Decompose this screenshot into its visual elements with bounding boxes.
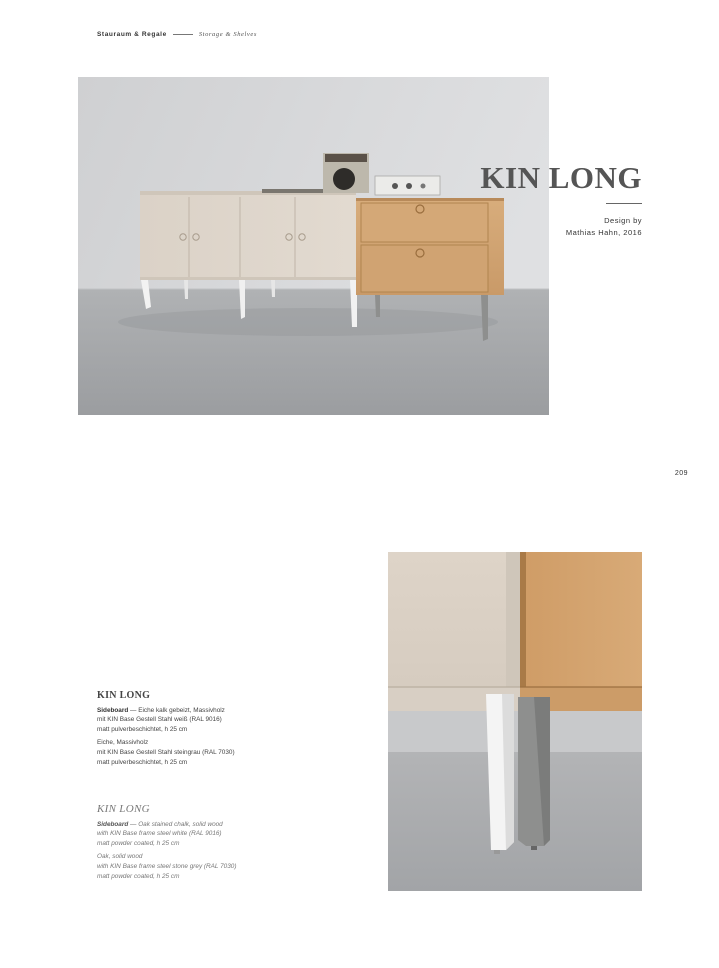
caption-item1-material-en: — Oak stained chalk, solid wood	[128, 820, 223, 828]
caption-item1-line3-en: matt powder coated, h 25 cm	[97, 839, 180, 847]
header-divider	[173, 34, 193, 35]
caption-item2-line3-de: matt pulverbeschichtet, h 25 cm	[97, 758, 188, 766]
caption-item1-lead-en: Sideboard	[97, 820, 129, 828]
page-number: 209	[674, 470, 688, 477]
caption-title-de: KIN LONG	[97, 690, 151, 701]
designer-year: Mathias Hahn, 2016	[565, 228, 642, 237]
caption-item2-line3-en: matt powder coated, h 25 cm	[97, 872, 180, 880]
caption-item1-material-de: — Eiche kalk gebeizt, Massivholz	[128, 706, 225, 714]
caption-item2-en	[97, 852, 367, 881]
section-title-en: Storage & Shelves	[198, 31, 258, 38]
caption-item1-de	[97, 706, 367, 735]
caption-english	[97, 805, 367, 885]
caption-item2-line2-en: with KIN Base frame steel stone grey (RAL 7030)	[97, 862, 237, 870]
product-title: KIN LONG	[480, 160, 642, 195]
caption-item1-lead-de: Sideboard	[97, 706, 129, 714]
caption-german	[97, 691, 367, 771]
product-photo-detail-legs	[388, 552, 642, 891]
product-photo-sideboards	[78, 77, 549, 415]
title-divider	[606, 203, 642, 204]
caption-item1-line1-de	[97, 706, 367, 716]
caption-item1-line3-de: matt pulverbeschichtet, h 25 cm	[97, 725, 188, 733]
section-title-de: Stauraum & Regale	[97, 31, 167, 38]
caption-item2-line2-de: mit KIN Base Gestell Stahl steingrau (RAL 7030)	[97, 748, 235, 756]
design-credit	[566, 215, 642, 239]
design-label: Design by	[604, 216, 642, 225]
caption-item1-line2-en: with KIN Base frame steel white (RAL 9016)	[97, 830, 222, 838]
caption-item1-en	[97, 820, 367, 849]
caption-title-en: KIN LONG	[97, 803, 150, 815]
caption-item1-line1-en	[97, 820, 367, 830]
caption-item1-line2-de: mit KIN Base Gestell Stahl weiß (RAL 9016)	[97, 716, 222, 724]
caption-item2-line1-de: Eiche, Massivholz	[97, 739, 149, 747]
running-header	[97, 31, 257, 38]
caption-item2-de	[97, 738, 367, 767]
caption-item2-line1-en: Oak, solid wood	[97, 853, 143, 861]
